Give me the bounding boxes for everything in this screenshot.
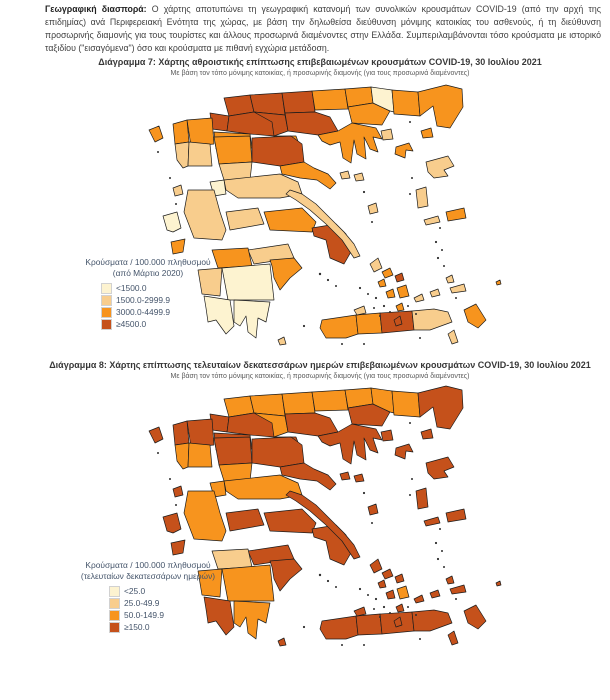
legend-row bbox=[102, 294, 238, 306]
region-kythira bbox=[278, 337, 286, 345]
islet-dot bbox=[407, 305, 409, 307]
region-milos bbox=[354, 306, 366, 315]
islet-dot bbox=[407, 606, 409, 608]
region-rhodope bbox=[392, 90, 420, 116]
region-ioannina bbox=[187, 118, 214, 146]
region-skyros bbox=[368, 504, 378, 515]
islet-dot bbox=[327, 580, 329, 582]
region-lasithi bbox=[412, 610, 452, 631]
region-chania bbox=[320, 616, 358, 639]
islet-dot bbox=[455, 297, 457, 299]
legend-title-line1: Κρούσματα / 100.000 πληθυσμού bbox=[85, 560, 211, 570]
legend-row bbox=[110, 609, 244, 621]
islet-dot bbox=[389, 311, 391, 313]
islet-dot bbox=[409, 494, 411, 496]
region-astypalaia bbox=[430, 590, 440, 598]
region-laconia bbox=[234, 300, 270, 338]
islet-dot bbox=[335, 285, 337, 287]
islet-dot bbox=[409, 121, 411, 123]
region-kythira bbox=[278, 638, 286, 646]
legend-swatch bbox=[110, 623, 119, 632]
region-kilkis bbox=[282, 91, 315, 113]
legend-row bbox=[110, 597, 244, 609]
region-kalymnos bbox=[446, 275, 454, 283]
legend-row bbox=[110, 585, 244, 597]
region-tinos bbox=[382, 268, 393, 278]
islet-dot bbox=[437, 257, 439, 259]
legend-14day bbox=[52, 560, 244, 633]
region-lasithi bbox=[412, 309, 452, 330]
islet-dot bbox=[373, 608, 375, 610]
region-thesprotia bbox=[173, 120, 189, 144]
legend-swatch bbox=[110, 599, 119, 608]
islet-dot bbox=[375, 297, 377, 299]
legend-title-line2: (τελευταίων δεκατεσσάρων ημερών) bbox=[80, 571, 216, 581]
islet-dot bbox=[175, 504, 177, 506]
region-chios bbox=[416, 488, 428, 509]
legend-label: <25.0 bbox=[124, 586, 146, 596]
region-argolida bbox=[270, 559, 302, 591]
paragraph-lead: Γεωγραφική διασπορά: bbox=[45, 4, 147, 14]
islet-dot bbox=[169, 478, 171, 480]
islet-dot bbox=[383, 606, 385, 608]
islet-dot bbox=[157, 452, 159, 454]
legend-row bbox=[102, 306, 238, 318]
region-syros bbox=[378, 279, 386, 287]
region-fokida bbox=[226, 208, 264, 230]
islet-dot bbox=[419, 638, 421, 640]
region-zakynthos bbox=[171, 540, 185, 555]
islet-dot bbox=[435, 542, 437, 544]
islet-dot bbox=[341, 343, 343, 345]
legend-label: 1500.0-2999.9 bbox=[116, 295, 171, 305]
region-aetolia bbox=[184, 491, 226, 541]
region-andros bbox=[370, 559, 382, 573]
legend-label: 50.0-149.9 bbox=[124, 610, 165, 620]
region-limnos bbox=[395, 143, 413, 158]
geo-dispersion-paragraph bbox=[45, 3, 601, 55]
region-larissa bbox=[252, 437, 304, 467]
region-andros bbox=[370, 258, 382, 272]
region-rhodes bbox=[464, 605, 486, 629]
region-kefalonia bbox=[163, 513, 181, 533]
legend-swatch bbox=[102, 308, 111, 317]
legend-swatch bbox=[110, 587, 119, 596]
region-tinos bbox=[382, 569, 393, 579]
islet-dot bbox=[435, 241, 437, 243]
diagram7-title: Διάγραμμα 7: Χάρτης αθροιστικής επίπτωσης επιβεβαιωμένων κρουσμάτων COVID-19, 30 Ιουλίου 2021 bbox=[98, 57, 542, 67]
region-chania bbox=[320, 315, 358, 338]
region-thasos bbox=[381, 129, 393, 140]
region-sporades2 bbox=[354, 474, 364, 482]
region-kastellorizo bbox=[496, 280, 501, 285]
region-arta bbox=[188, 142, 212, 166]
islet-dot bbox=[443, 566, 445, 568]
region-pella bbox=[250, 394, 285, 416]
legend-label: ≥4500.0 bbox=[116, 319, 147, 329]
region-ikaria bbox=[424, 216, 440, 225]
region-naxos bbox=[397, 586, 409, 599]
islet-dot bbox=[363, 492, 365, 494]
region-zakynthos bbox=[171, 239, 185, 254]
region-paros bbox=[386, 289, 395, 298]
region-argolida bbox=[270, 258, 302, 290]
islet-dot bbox=[303, 626, 305, 628]
region-trikala bbox=[214, 437, 252, 465]
legend-swatch bbox=[102, 296, 111, 305]
islet-dot bbox=[415, 313, 417, 315]
islet-dot bbox=[379, 616, 381, 618]
islet-dot bbox=[437, 558, 439, 560]
region-trikala bbox=[214, 136, 252, 164]
islet-dot bbox=[411, 177, 413, 179]
islet-dot bbox=[359, 588, 361, 590]
region-lefkada bbox=[173, 486, 183, 497]
legend-row bbox=[102, 282, 238, 294]
region-evros bbox=[418, 85, 463, 128]
legend-swatch bbox=[110, 611, 119, 620]
region-rhodes bbox=[464, 304, 486, 328]
islet-dot bbox=[371, 522, 373, 524]
islet-dot bbox=[319, 273, 321, 275]
region-samothraki bbox=[421, 128, 433, 138]
region-fokida bbox=[226, 509, 264, 531]
islet-dot bbox=[455, 598, 457, 600]
islet-dot bbox=[411, 478, 413, 480]
islet-dot bbox=[409, 193, 411, 195]
islet-dot bbox=[409, 422, 411, 424]
islet-dot bbox=[363, 343, 365, 345]
region-samos bbox=[446, 509, 466, 522]
region-kalymnos bbox=[446, 576, 454, 584]
legend-items bbox=[58, 282, 238, 330]
region-preveza bbox=[175, 443, 189, 469]
islet-dot bbox=[303, 325, 305, 327]
region-rethymno bbox=[356, 614, 382, 635]
islet-dot bbox=[319, 574, 321, 576]
region-serres bbox=[312, 89, 348, 110]
region-milos bbox=[354, 607, 366, 616]
region-thessaloniki bbox=[285, 112, 338, 135]
legend-items bbox=[52, 585, 244, 633]
legend-label: 3000.0-4499.9 bbox=[116, 307, 171, 317]
islet-dot bbox=[383, 305, 385, 307]
region-ios bbox=[396, 303, 404, 311]
islet-dot bbox=[419, 337, 421, 339]
islet-dot bbox=[415, 614, 417, 616]
islet-dot bbox=[327, 279, 329, 281]
islet-dot bbox=[363, 644, 365, 646]
islet-dot bbox=[359, 287, 361, 289]
region-mykonos bbox=[395, 273, 404, 282]
legend-swatch bbox=[102, 320, 111, 329]
islet-dot bbox=[379, 315, 381, 317]
islet-dot bbox=[371, 221, 373, 223]
region-thessaloniki bbox=[285, 413, 338, 436]
region-thasos bbox=[381, 430, 393, 441]
region-ikaria bbox=[424, 517, 440, 526]
legend-title-line2: (από Μάρτιο 2020) bbox=[112, 268, 184, 278]
region-mykonos bbox=[395, 574, 404, 583]
islet-dot bbox=[335, 586, 337, 588]
region-corfu bbox=[149, 126, 163, 142]
islet-dot bbox=[439, 227, 441, 229]
region-aetolia bbox=[184, 190, 226, 240]
islet-dot bbox=[375, 598, 377, 600]
islet-dot bbox=[363, 191, 365, 193]
region-sporades1 bbox=[340, 472, 350, 480]
islet-dot bbox=[157, 151, 159, 153]
legend-row bbox=[110, 621, 244, 633]
region-amorgos bbox=[414, 294, 424, 302]
region-ios bbox=[396, 604, 404, 612]
region-serres bbox=[312, 390, 348, 411]
islet-dot bbox=[169, 177, 171, 179]
region-rethymno bbox=[356, 313, 382, 334]
legend-label: 25.0-49.9 bbox=[124, 598, 160, 608]
legend-row bbox=[102, 318, 238, 330]
region-boeotia bbox=[264, 509, 316, 533]
region-karpathos bbox=[448, 330, 458, 344]
region-samothraki bbox=[421, 429, 433, 439]
region-kastellorizo bbox=[496, 581, 501, 586]
islet-dot bbox=[367, 594, 369, 596]
diagram8-subtitle: Με βάση τον τόπο μόνιμης κατοικίας, ή προσωρινής διαμονής (για τους προσωρινά διαμένοντες) bbox=[170, 373, 470, 380]
region-samos bbox=[446, 208, 466, 221]
islet-dot bbox=[341, 644, 343, 646]
region-ioannina bbox=[187, 419, 214, 447]
region-larissa bbox=[252, 136, 304, 166]
region-rhodope bbox=[392, 391, 420, 417]
region-preveza bbox=[175, 142, 189, 168]
region-kefalonia bbox=[163, 212, 181, 232]
islet-dot bbox=[373, 307, 375, 309]
region-skyros bbox=[368, 203, 378, 214]
islet-dot bbox=[441, 550, 443, 552]
region-boeotia bbox=[264, 208, 316, 232]
region-kilkis bbox=[282, 392, 315, 414]
region-arta bbox=[188, 443, 212, 467]
region-kos bbox=[450, 585, 466, 594]
diagram8-title: Διάγραμμα 8: Χάρτης επίπτωσης τελευταίων δεκατεσσάρων ημερών επιβεβαιωμένων κρουσμάτων COVID-19, 30 Ιουλίου 2021 bbox=[49, 360, 591, 370]
region-kos bbox=[450, 284, 466, 293]
region-corfu bbox=[149, 427, 163, 443]
region-thesprotia bbox=[173, 421, 189, 445]
region-limnos bbox=[395, 444, 413, 459]
region-chios bbox=[416, 187, 428, 208]
region-sporades2 bbox=[354, 173, 364, 181]
legend-label: <1500.0 bbox=[116, 283, 147, 293]
region-evros bbox=[418, 386, 463, 429]
islet-dot bbox=[441, 249, 443, 251]
region-karpathos bbox=[448, 631, 458, 645]
region-pella bbox=[250, 93, 285, 115]
region-lesbos bbox=[426, 156, 454, 178]
region-paros bbox=[386, 590, 395, 599]
islet-dot bbox=[443, 265, 445, 267]
legend-title-line1: Κρούσματα / 100.000 πληθυσμού bbox=[85, 257, 211, 267]
paragraph-body: Ο χάρτης αποτυπώνει τη γεωγραφική κατανομή των συνολικών κρουσμάτων COVID-19 (από την αρχή της επιδημίας) ανά Περιφερειακή Ενότητα της χώρας, με βάση την δηλωθείσα διεύθυνση μόνιμης κατοικίας του ασθενούς, ή τη διεύθυνση προσωρινής διαμονής για τους τουρίστες και άλλους προσωρινά διαμένοντες στην Ελλάδα. Συμπεριλαμβάνονται τόσο κρούσματα με ιστορικό ταξιδίου ("εισαγόμενα") όσο και κρούσματα με πιθανή εγχώρια μετάδοση. bbox=[45, 4, 601, 53]
islet-dot bbox=[439, 528, 441, 530]
region-sporades1 bbox=[340, 171, 350, 179]
islet-dot bbox=[367, 293, 369, 295]
region-syros bbox=[378, 580, 386, 588]
region-lesbos bbox=[426, 457, 454, 479]
region-astypalaia bbox=[430, 289, 440, 297]
region-lefkada bbox=[173, 185, 183, 196]
legend-cumulative bbox=[58, 257, 238, 330]
diagram7-subtitle: Με βάση τον τόπο μόνιμης κατοικίας, ή προσωρινής διαμονής (για τους προσωρινά διαμένοντες) bbox=[170, 70, 470, 77]
islet-dot bbox=[175, 203, 177, 205]
legend-swatch bbox=[102, 284, 111, 293]
legend-label: ≥150.0 bbox=[124, 622, 150, 632]
islet-dot bbox=[389, 612, 391, 614]
region-amorgos bbox=[414, 595, 424, 603]
region-naxos bbox=[397, 285, 409, 298]
